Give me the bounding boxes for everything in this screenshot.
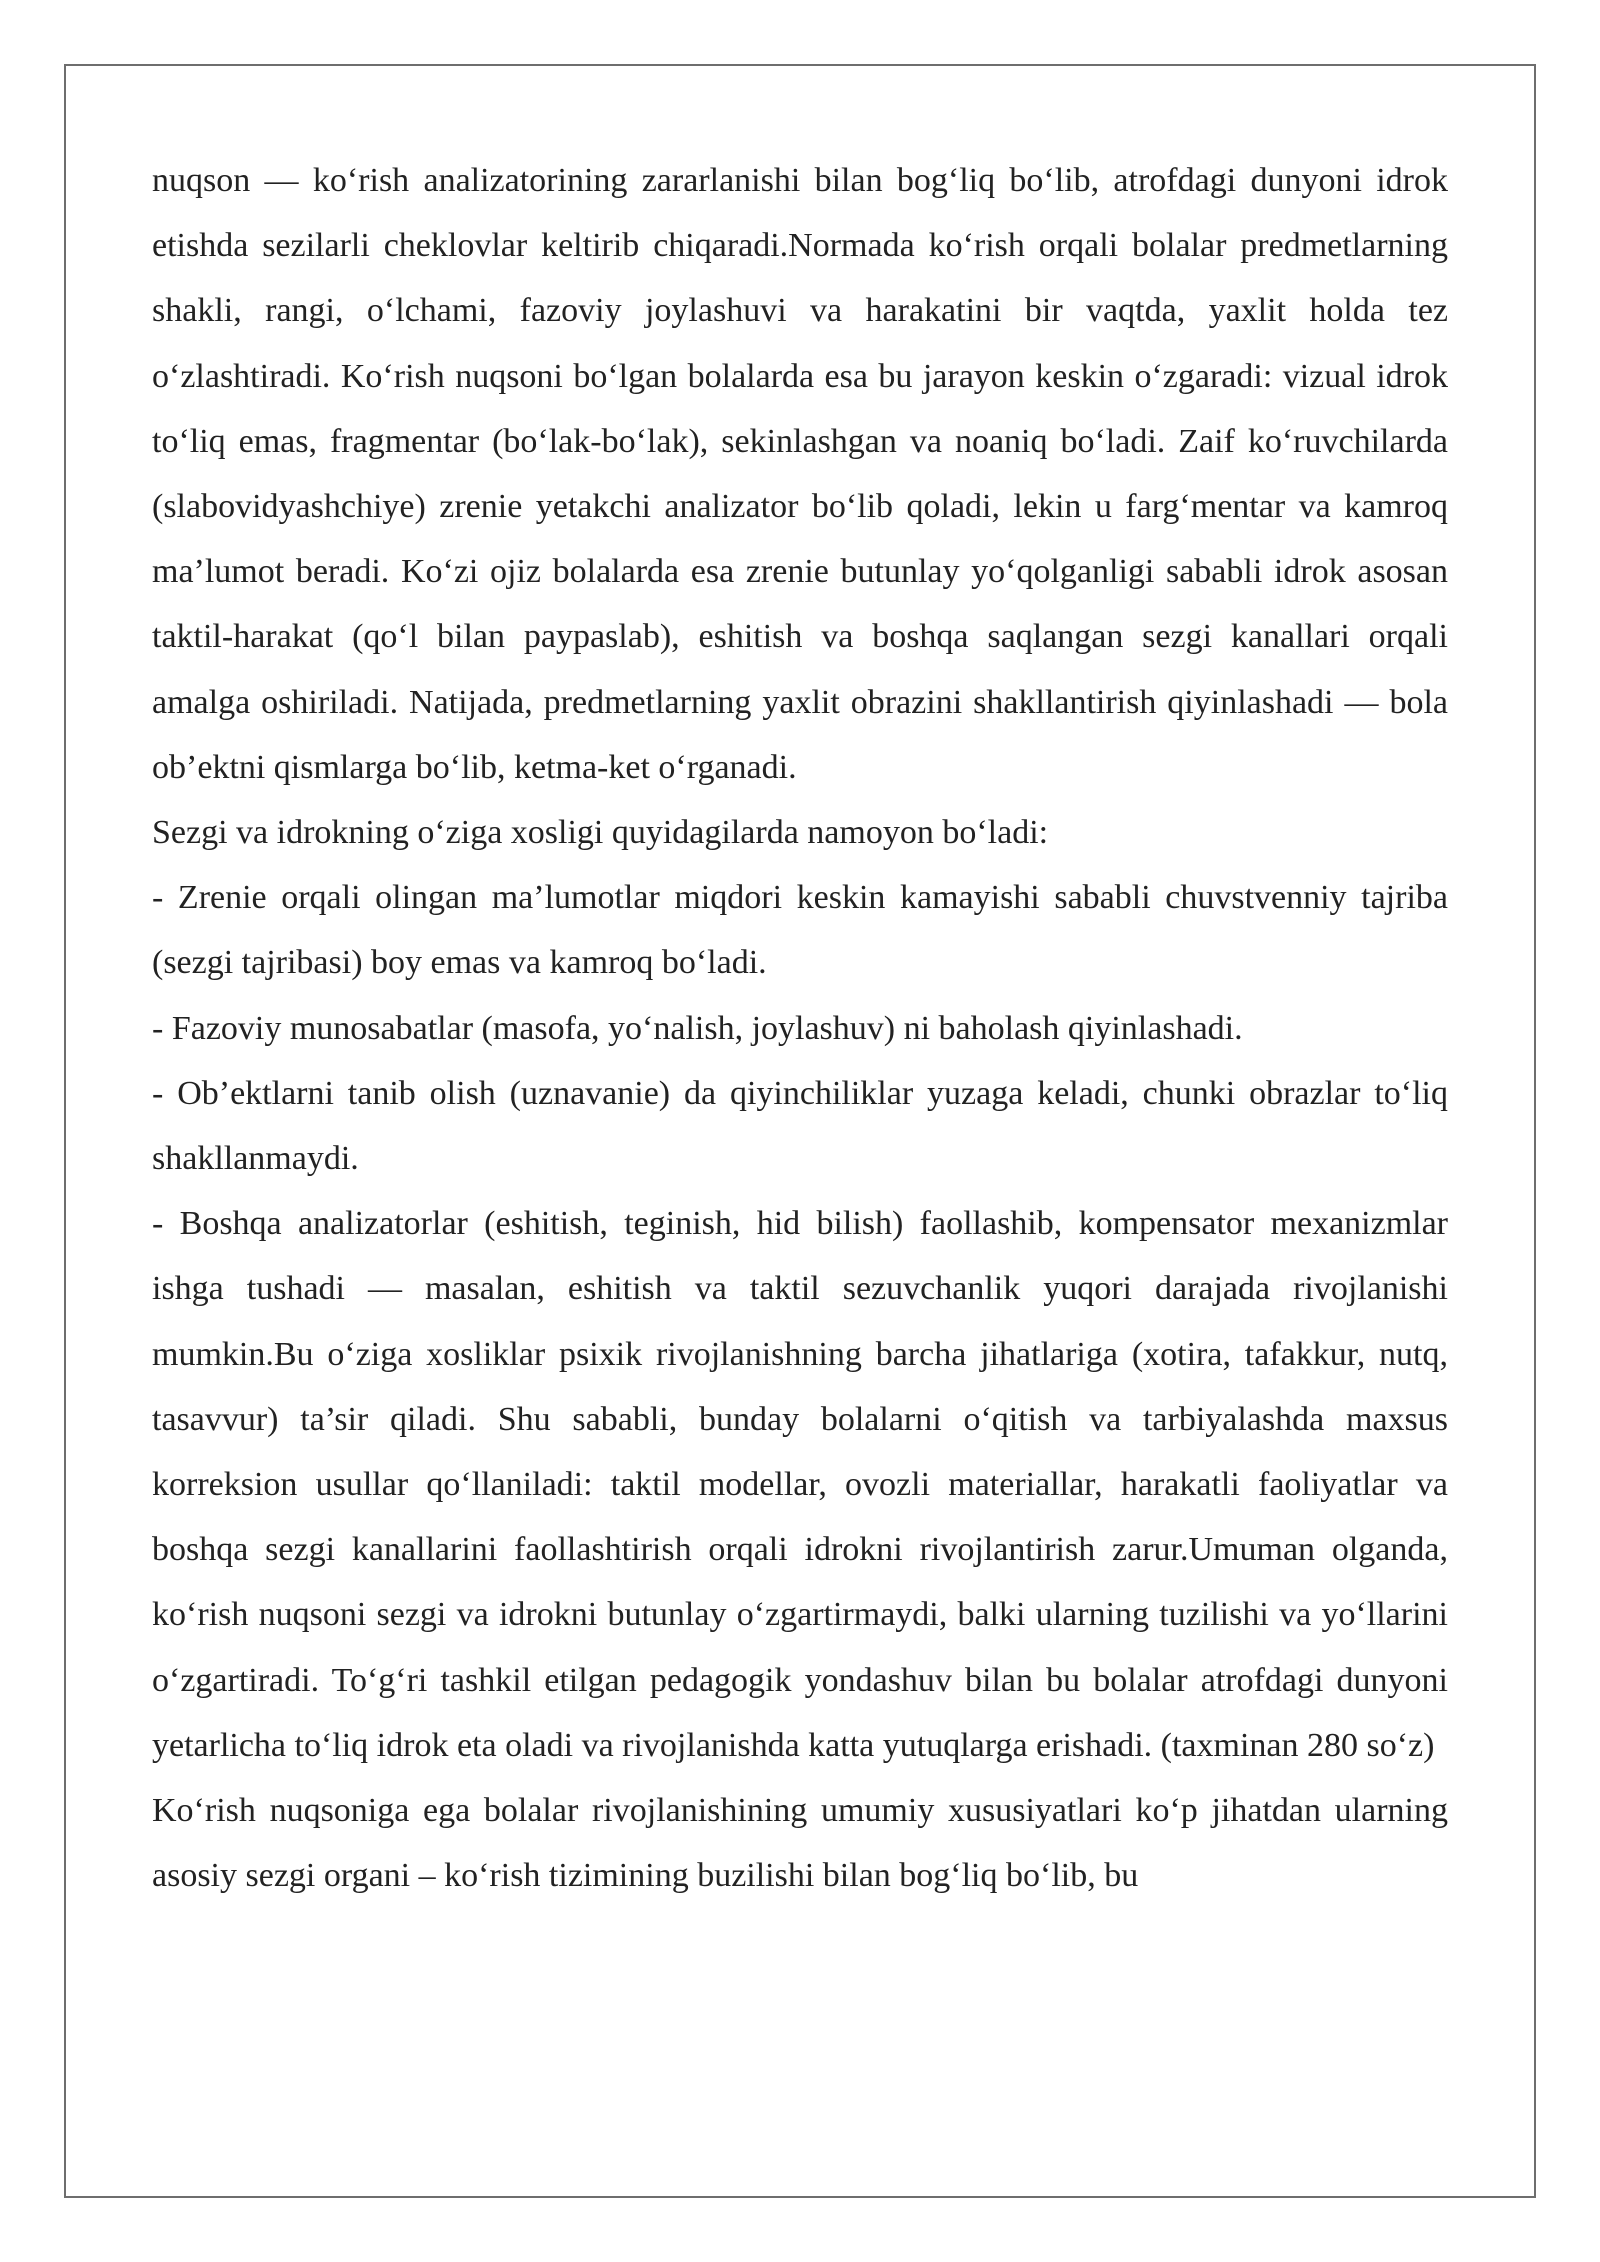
paragraph-intro-visual-impairment: nuqson — ko‘rish analizatorining zararlanishi bilan bog‘liq bo‘lib, atrofdagi dunyoni idrok etishda sezilarli cheklovlar keltirib chiqaradi.Normada ko‘rish orqali bolalar predmetlarning shakli, rangi, o‘lchami, fazoviy joylashuvi va harakatini bir vaqtda, yaxlit holda tez o‘zlashtiradi. Ko‘rish nuqsoni bo‘lgan bolalarda esa bu jarayon keskin o‘zgaradi: vizual idrok to‘liq emas, fragmentar (bo‘lak-bo‘lak), sekinlashgan va noaniq bo‘ladi. Zaif ko‘ruvchilarda (slabovidyashchiye) zrenie yetakchi analizator bo‘lib qoladi, lekin u farg‘mentar va kamroq ma’lumot beradi. Ko‘zi ojiz bolalarda esa zrenie butunlay yo‘qolganligi sababli idrok asosan taktil-harakat (qo‘l bilan paypaslab), eshitish va boshqa saqlangan sezgi kanallari orqali amalga oshiriladi. Natijada, predmetlarning yaxlit obrazini shakllantirish qiyinlashadi — bola ob’ektni qismlarga bo‘lib, ketma-ket o‘rganadi.: [152, 162, 1448, 786]
document-body: [152, 148, 1448, 1908]
list-item-sensory-experience: - Zrenie orqali olingan ma’lumotlar miqdori keskin kamayishi sababli chuvstvenniy tajriba (sezgi tajribasi) boy emas va kamroq bo‘ladi.: [152, 879, 1448, 982]
list-item-compensation: - Boshqa analizatorlar (eshitish, teginish, hid bilish) faollashib, kompensator mexanizmlar ishga tushadi — masalan, eshitish va taktil sezuvchanlik yuqori darajada rivojlanishi mumkin.Bu o‘ziga xosliklar psixik rivojlanishning barcha jihatlariga (xotira, tafakkur, nutq, tasavvur) ta’sir qiladi. Shu sababli, bunday bolalarni o‘qitish va tarbiyalashda maxsus korreksion usullar qo‘llaniladi: taktil modellar, ovozli materiallar, harakatli faoliyatlar va boshqa sezgi kanallarini faollashtirish orqali idrokni rivojlantirish zarur.Umuman olganda, ko‘rish nuqsoni sezgi va idrokni butunlay o‘zgartirmaydi, balki ularning tuzilishi va yo‘llarini o‘zgartiradi. To‘g‘ri tashkil etilgan pedagogik yondashuv bilan bu bolalar atrofdagi dunyoni yetarlicha to‘liq idrok eta oladi va rivojlanishda katta yutuqlarga erishadi. (taxminan 280 so‘z): [152, 1205, 1448, 1764]
list-item-spatial-relations: - Fazoviy munosabatlar (masofa, yo‘nalish, joylashuv) ni baholash qiyinlashadi.: [152, 1009, 1243, 1047]
list-item-object-recognition: - Ob’ektlarni tanib olish (uznavanie) da qiyinchiliklar yuzaga keladi, chunki obrazlar to‘liq shakllanmaydi.: [152, 1074, 1448, 1178]
paragraph-list-heading: Sezgi va idrokning o‘ziga xosligi quyidagilarda namoyon bo‘ladi:: [152, 814, 1049, 852]
paragraph-general-features: Ko‘rish nuqsoniga ega bolalar rivojlanishining umumiy xususiyatlari ko‘p jihatdan ularning asosiy sezgi organi – ko‘rish tizimining buzilishi bilan bog‘liq bo‘lib, bu: [152, 1792, 1448, 1895]
